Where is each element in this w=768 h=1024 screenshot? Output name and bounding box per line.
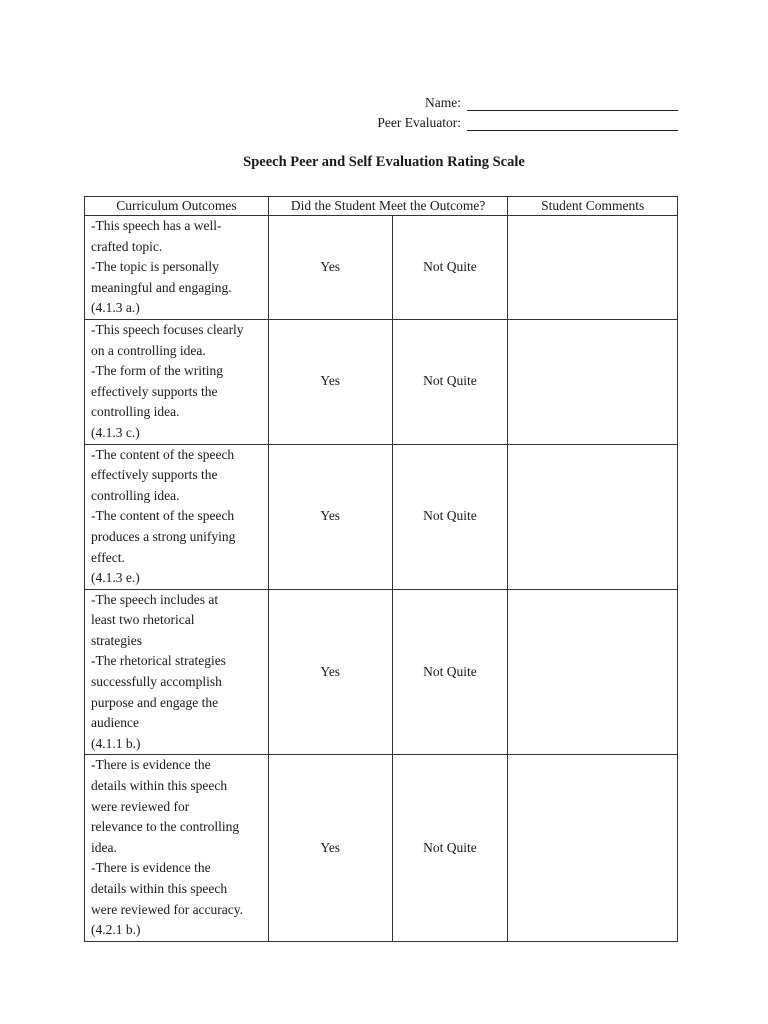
outcome-line: purpose and engage the [91, 694, 219, 710]
rating-scale-table [84, 196, 678, 942]
name-blank-line[interactable] [467, 96, 678, 111]
outcome-line: (4.1.3 c.) [91, 424, 140, 440]
outcome-line: idea. [91, 839, 117, 855]
comments-cell[interactable] [508, 216, 678, 320]
outcome-line: (4.1.3 a.) [91, 300, 140, 316]
outcome-line: strategies [91, 632, 142, 648]
outcome-line: -This speech has a well- [91, 218, 222, 233]
outcome-line: effectively supports the [91, 467, 218, 483]
outcome-cell [85, 319, 269, 444]
outcome-line: (4.2.1 b.) [91, 922, 141, 938]
peer-evaluator-field-row [377, 113, 678, 131]
yes-option[interactable]: Yes [268, 216, 392, 320]
comments-cell[interactable] [508, 755, 678, 941]
outcome-line: successfully accomplish [91, 674, 222, 690]
name-field-row [425, 93, 678, 111]
outcome-cell [85, 755, 269, 941]
outcome-line: on a controlling idea. [91, 342, 206, 358]
outcome-line: -There is evidence the [91, 860, 211, 876]
outcome-line: details within this speech [91, 881, 228, 896]
outcome-line: were reviewed for accuracy. [91, 901, 244, 917]
peer-evaluator-blank-line[interactable] [467, 116, 678, 131]
not-quite-option[interactable]: Not Quite [392, 216, 508, 320]
outcome-line: least two rhetorical [91, 612, 195, 628]
comments-cell[interactable] [508, 444, 678, 589]
table-row [85, 755, 678, 941]
not-quite-option[interactable]: Not Quite [392, 444, 508, 589]
not-quite-option[interactable]: Not Quite [392, 755, 508, 941]
outcome-line: controlling idea. [91, 487, 180, 503]
table-row [85, 444, 678, 589]
outcome-line: relevance to the controlling [91, 819, 240, 835]
outcome-line: crafted topic. [91, 238, 163, 254]
outcome-line: details within this speech [91, 778, 228, 794]
table-row [85, 319, 678, 444]
outcome-line: -The speech includes at [91, 591, 219, 607]
outcome-line: audience [91, 715, 139, 731]
outcomes-column-header: Curriculum Outcomes [85, 197, 269, 216]
outcome-line: were reviewed for [91, 798, 190, 814]
not-quite-option[interactable]: Not Quite [392, 319, 508, 444]
met-column-header: Did the Student Meet the Outcome? [268, 197, 507, 216]
yes-option[interactable]: Yes [268, 589, 392, 755]
not-quite-option[interactable]: Not Quite [392, 589, 508, 755]
outcome-line: effect. [91, 549, 125, 565]
outcome-line: (4.1.3 e.) [91, 570, 140, 586]
table-header-row [85, 197, 678, 216]
outcome-line: -The content of the speech [91, 446, 235, 462]
yes-option[interactable]: Yes [268, 319, 392, 444]
outcome-line: -The topic is personally [91, 259, 219, 275]
comments-column-header: Student Comments [508, 197, 678, 216]
table-row [85, 589, 678, 755]
outcome-line: -There is evidence the [91, 757, 211, 773]
outcome-line: produces a strong unifying [91, 528, 236, 544]
outcome-line: -This speech focuses clearly [91, 321, 244, 337]
document-title: Speech Peer and Self Evaluation Rating Scale [243, 154, 525, 170]
name-label: Name: [425, 95, 461, 110]
outcome-cell [85, 216, 269, 320]
table-row [85, 216, 678, 320]
outcome-line: effectively supports the [91, 383, 218, 399]
outcome-cell [85, 589, 269, 755]
outcome-line: -The form of the writing [91, 363, 223, 379]
yes-option[interactable]: Yes [268, 755, 392, 941]
outcome-cell [85, 444, 269, 589]
outcome-line: controlling idea. [91, 404, 180, 420]
yes-option[interactable]: Yes [268, 444, 392, 589]
peer-evaluator-label: Peer Evaluator: [377, 115, 461, 130]
outcome-line: -The content of the speech [91, 508, 235, 524]
outcome-line: -The rhetorical strategies [91, 653, 226, 669]
comments-cell[interactable] [508, 589, 678, 755]
comments-cell[interactable] [508, 319, 678, 444]
outcome-line: meaningful and engaging. [91, 279, 232, 295]
outcome-line: (4.1.1 b.) [91, 735, 141, 751]
